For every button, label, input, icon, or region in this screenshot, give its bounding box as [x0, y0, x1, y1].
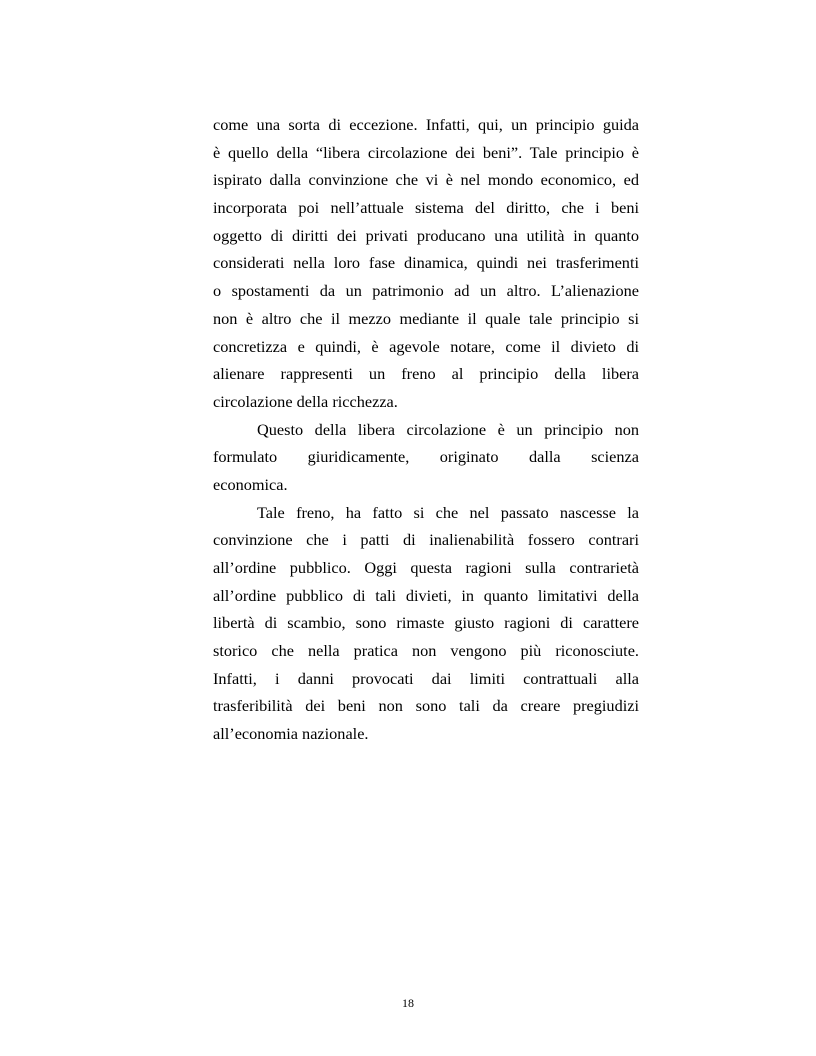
text-line: all’ordine pubblico. Oggi questa ragioni sulla contrarietà	[213, 558, 639, 577]
text-line: formulato giuridicamente, originato dalla scienza	[213, 447, 639, 467]
text-line: economica.	[213, 474, 288, 494]
text-line: considerati nella loro fase dinamica, quindi nei trasferimenti	[213, 253, 639, 273]
text-line: ispirato dalla convinzione che vi è nel mondo economico, ed	[213, 170, 639, 190]
text-line: circolazione della ricchezza.	[213, 391, 398, 411]
page-number: 18	[402, 996, 414, 1010]
text-line: storico che nella pratica non vengono più riconosciute.	[213, 641, 639, 661]
text-line: Infatti, i danni provocati dai limiti contrattuali alla	[213, 668, 639, 688]
text-line: o spostamenti da un patrimonio ad un altro. L’alienazione	[213, 281, 639, 301]
text-line: non è altro che il mezzo mediante il quale tale principio si	[213, 308, 639, 328]
text-line: Questo della libera circolazione è un principio non	[257, 419, 639, 439]
text-line: incorporata poi nell’attuale sistema del diritto, che i beni	[213, 198, 639, 218]
text-line: libertà di scambio, sono rimaste giusto ragioni di carattere	[213, 613, 639, 633]
text-line: trasferibilità dei beni non sono tali da creare pregiudizi	[213, 696, 639, 716]
text-line: Tale freno, ha fatto si che nel passato nascesse la	[257, 502, 639, 522]
paragraph	[213, 499, 639, 748]
text-line: convinzione che i patti di inalienabilità fossero contrari	[213, 530, 639, 550]
text-line: come una sorta di eccezione. Infatti, qui, un principio guida	[213, 115, 639, 134]
text-line: all’economia nazionale.	[213, 724, 369, 744]
text-line: è quello della “libera circolazione dei beni”. Tale principio è	[213, 142, 639, 162]
text-line: concretizza e quindi, è agevole notare, come il divieto di	[213, 336, 639, 356]
document-body	[213, 111, 639, 748]
text-line: oggetto di diritti dei privati producano una utilità in quanto	[213, 225, 639, 245]
text-line: all’ordine pubblico di tali divieti, in quanto limitativi della	[213, 585, 639, 605]
text-line: alienare rappresenti un freno al principio della libera	[213, 364, 639, 384]
paragraph	[213, 111, 639, 416]
paragraph	[213, 416, 639, 499]
